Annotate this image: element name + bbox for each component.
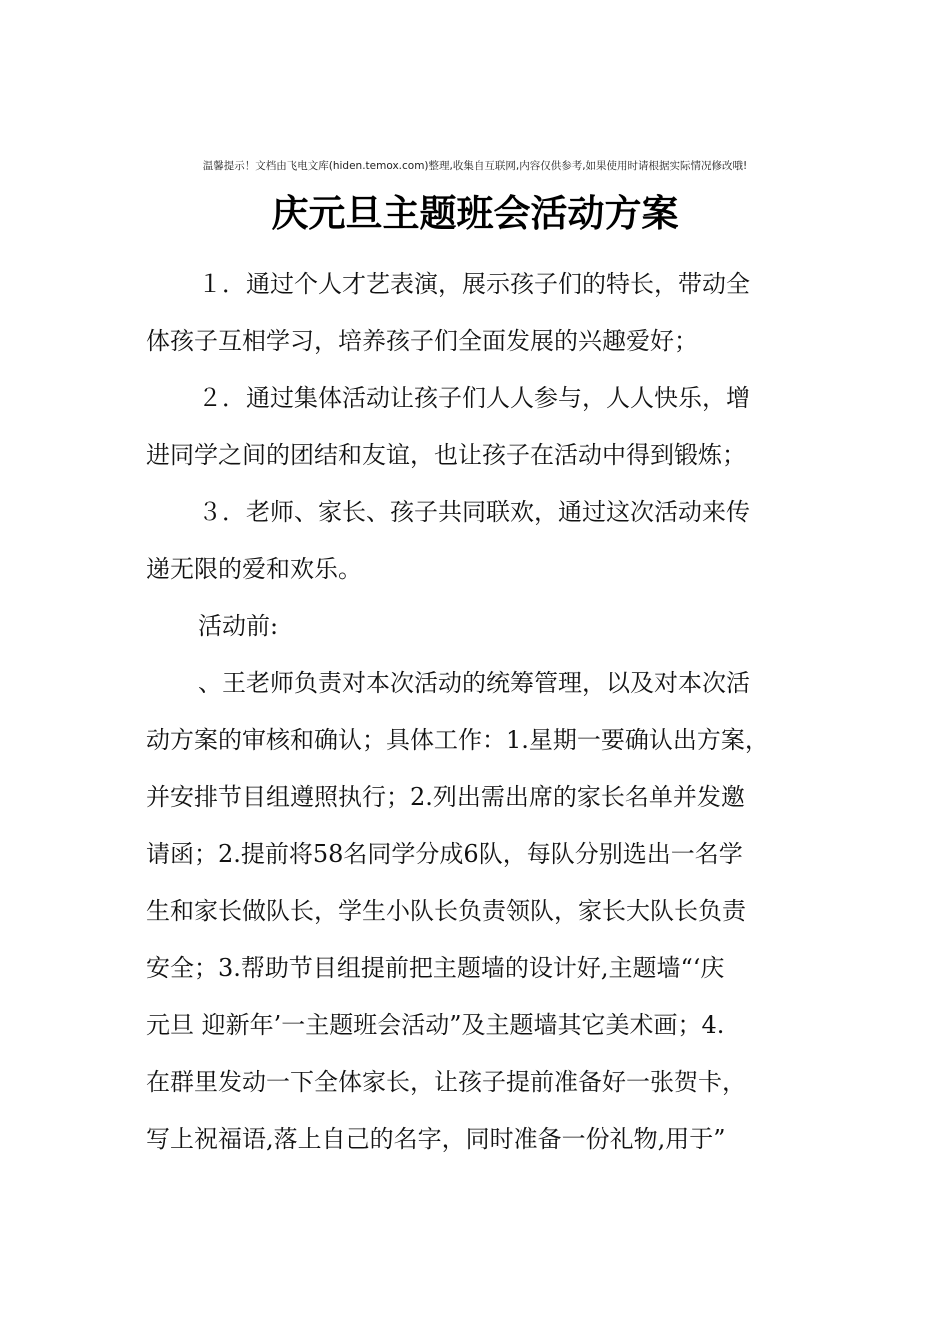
paragraph-line: 递无限的爱和欢乐。 [146,555,362,583]
header-notice: 温馨提示！文档由飞电文库(hiden.temox.com)整理,收集自互联网,内容仅供参考,如果使用时请根据实际情况修改哦! [202,160,748,172]
paragraph-line: １．通过个人才艺表演，展示孩子们的特长，带动全 [198,270,750,298]
paragraph-line: 体孩子互相学习，培养孩子们全面发展的兴趣爱好； [146,327,698,355]
section-heading: 活动前: [198,612,279,640]
paragraph-line: 生和家长做队长，学生小队长负责领队，家长大队长负责 [146,897,746,925]
paragraph-line: ２．通过集体活动让孩子们人人参与，人人快乐，增 [198,384,750,412]
document-title: 庆元旦主题班会活动方案 [271,192,679,235]
paragraph-line: 在群里发动一下全体家长，让孩子提前准备好一张贺卡， [146,1068,746,1096]
paragraph-line: 安全；3.帮助节目组提前把主题墙的设计好,主题墙“‘庆 [146,954,725,982]
paragraph-line: 并安排节目组遵照执行；2.列出需出席的家长名单并发邀 [146,783,745,811]
document-body [146,256,826,1168]
paragraph-line: 请函；2.提前将58名同学分成6队，每队分别选出一名学 [146,840,743,868]
paragraph-line: 、王老师负责对本次活动的统筹管理，以及对本次活 [198,669,750,697]
paragraph-line: ３．老师、家长、孩子共同联欢，通过这次活动来传 [198,498,750,526]
paragraph-line: 元旦 迎新年’一主题班会活动”及主题墙其它美术画；4. [146,1011,725,1039]
paragraph-line: 动方案的审核和确认；具体工作：1.星期一要确认出方案， [146,726,769,754]
paragraph-line: 进同学之间的团结和友谊，也让孩子在活动中得到锻炼； [146,441,746,469]
paragraph-line: 写上祝福语,落上自己的名字，同时准备一份礼物,用于” [146,1125,726,1153]
